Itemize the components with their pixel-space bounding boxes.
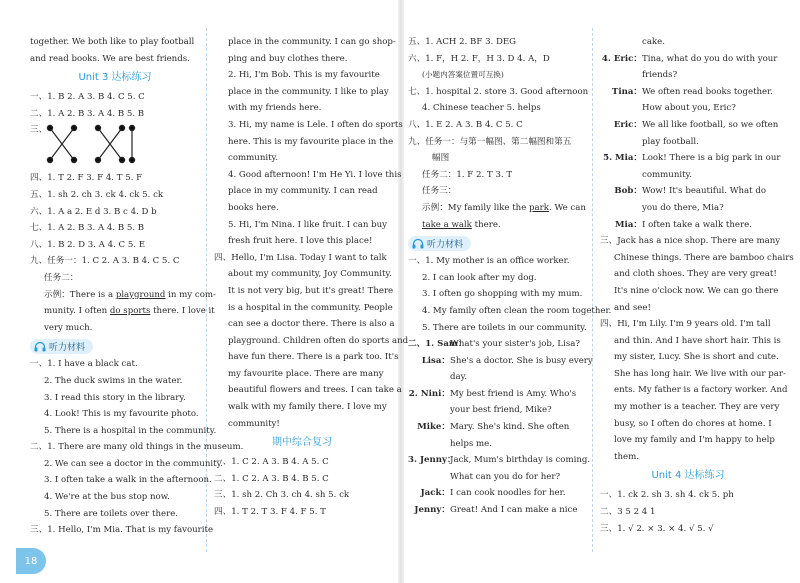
text-line: 5. Hi, I'm Nina. I like fruit. I can buy <box>228 219 388 230</box>
dialogue-text: helps me. <box>450 438 492 449</box>
dialogue-line <box>408 452 591 469</box>
dialogue-text: Great! And I can make a nice <box>450 505 578 516</box>
listening-line: 一、1. I have a black cat. <box>30 359 138 370</box>
dialogue-line <box>408 419 584 436</box>
dialogue-text: What can you do for her? <box>450 471 561 482</box>
dialogue-text: Wow! It's beautiful. What do <box>642 186 767 197</box>
speaker-label <box>600 100 642 117</box>
dialogue-line <box>600 200 776 217</box>
speaker-label <box>600 67 642 84</box>
speaker-label: Bob： <box>614 186 642 197</box>
headphones-icon <box>34 341 46 352</box>
dialogue-text: How about you, Eric? <box>642 103 736 114</box>
column-divider <box>592 28 593 552</box>
dialogue-line <box>600 100 776 117</box>
text-line: 3. Hi, my name is Lele. I often do sports <box>228 119 403 130</box>
listening-line: 5. There is a hospital in the community. <box>44 425 217 436</box>
example-line: 示例：There is a playground in my com- <box>44 289 216 300</box>
text-line: and read books. We are best friends. <box>30 53 190 64</box>
dialogue-text: Look! There is a big park in our <box>642 153 781 164</box>
dialogue-text: Jack, Mum's birthday is coming. <box>450 455 591 466</box>
answer-line: 一、1. B 2. A 3. B 4. C 5. C <box>30 92 145 103</box>
text-line: It is not very big, but it's great! There <box>228 285 394 296</box>
answer-line: 八、1. B 2. D 3. A 4. C 5. E <box>30 239 146 250</box>
dialogue-line <box>600 167 776 184</box>
speaker-label <box>600 200 642 217</box>
answer-line: 任务三： <box>422 186 457 197</box>
text-line: my mother is a teacher. They are very <box>614 402 780 413</box>
column-2 <box>214 34 409 521</box>
text-line: with my friends here. <box>228 103 322 114</box>
dialogue-text: She's a doctor. She is busy every <box>450 355 593 366</box>
speaker-label: Lisa： <box>421 355 450 366</box>
dialogue-text: Tina, what do you do with your <box>642 53 778 64</box>
text-line: 四、Hello, I'm Lisa. Today I want to talk <box>214 252 387 263</box>
speaker-label: Tina： <box>611 86 642 97</box>
answer-line: 一、1. C 2. A 3. B 4. A 5. C <box>214 457 329 468</box>
text-line: my favourite place. There are many <box>228 368 384 379</box>
book-gutter <box>398 0 404 583</box>
dialogue-line <box>408 386 584 403</box>
text-line: community! <box>228 418 280 429</box>
speaker-label: 4. Eric： <box>601 53 642 64</box>
answer-line: 九、任务一：与第一幅图、第二幅图和第五 <box>408 136 572 147</box>
text-line: walk with my family there. I love my <box>228 402 387 413</box>
text-line: She has long hair. We live with our par- <box>614 368 786 379</box>
dialogue-text: We often read books together. <box>642 86 774 97</box>
speaker-label: Mia： <box>615 219 642 230</box>
dialogue-line <box>600 117 779 134</box>
speaker-label: 5. Mia： <box>603 153 642 164</box>
text-line: can see a doctor there. There is also a <box>228 319 395 330</box>
answer-note: (小题内答案位置可互换) <box>422 70 504 80</box>
text-line: ents. My father is a factory worker. And <box>614 385 788 396</box>
dialogue-text: your best friend, Mike? <box>450 405 552 416</box>
dialogue-line <box>600 150 781 167</box>
text-line: 4. Good afternoon! I'm He Yi. I love this <box>228 169 402 180</box>
dialogue-line <box>408 369 584 386</box>
dialogue-line <box>408 502 584 519</box>
dialogue-text: Mary. She's kind. She often <box>450 422 570 433</box>
listening-line: 2. The duck swims in the water. <box>44 375 183 386</box>
dialogue-text: friends? <box>642 70 678 81</box>
dialogue-line <box>408 402 584 419</box>
listening-line: 4. Look! This is my favourite photo. <box>44 409 199 420</box>
answer-line: 二、1. C 2. A 3. B 4. B 5. C <box>214 473 329 484</box>
listening-line: 4. We're at the bus stop now. <box>44 492 170 503</box>
section-heading: 期中综合复习 <box>272 437 332 449</box>
answer-line: 八、1. E 2. A 3. B 4. C 5. C <box>408 119 523 130</box>
matching-lines-icon <box>36 122 136 170</box>
dialogue-text: you do there, Mia? <box>642 202 724 213</box>
speaker-label: Jack： <box>420 488 450 499</box>
example-line: take a walk there. <box>422 219 501 230</box>
speaker-label: Mike： <box>417 422 450 433</box>
speaker-label <box>408 369 450 386</box>
dialogue-line <box>408 336 584 353</box>
dialogue-text: I often take a walk there. <box>642 219 752 230</box>
listening-line: 3. I often take a walk in the afternoon. <box>44 475 212 486</box>
column-3 <box>408 34 612 519</box>
text-line: is a hospital in the community. People <box>228 302 393 313</box>
column-1 <box>30 34 244 539</box>
listening-line: 3. I read this story in the library. <box>44 392 186 403</box>
speaker-label: 2. Nini： <box>408 388 450 399</box>
dialogue-text: My best friend is Amy. Who's <box>450 388 577 399</box>
answer-line: 五、1. sh 2. ch 3. ck 4. ck 5. ck <box>30 189 164 200</box>
listening-label: 听力材料 <box>30 336 200 356</box>
answer-line: 二、3 5 2 4 1 <box>600 507 656 518</box>
text-line: fresh fruit here. I love this place! <box>228 236 373 247</box>
answer-line: 任务二：1. F 2. T 3. T <box>422 169 513 180</box>
dialogue-text: play football. <box>642 136 699 147</box>
dialogue-text: What's your sister's job, Lisa? <box>450 339 580 350</box>
listening-line: 2. We can see a doctor in the community. <box>44 458 224 469</box>
text-line: beautiful flowers and trees. I can take a <box>228 385 402 396</box>
text-line: them. <box>614 451 639 462</box>
answer-line: 三、 <box>30 125 48 136</box>
speaker-label <box>408 469 450 486</box>
dialogue-text: community. <box>642 169 693 180</box>
text-line: and thin. And I have short hair. This is <box>614 335 781 346</box>
text-line: community. <box>228 153 279 164</box>
listening-line: 三、1. Hello, I'm Mia. That is my favourite <box>30 525 214 536</box>
dialogue-line <box>408 485 584 502</box>
answer-line: 三、1. sh 2. Ch 3. ch 4. sh 5. ck <box>214 490 350 501</box>
section-heading: Unit 3 达标练习 <box>78 72 152 84</box>
speaker-label: 二、1. Sam： <box>408 339 467 350</box>
listening-line: 一、1. My mother is an office worker. <box>408 256 570 267</box>
text-line: Chinese things. There are bamboo chairs <box>614 252 794 263</box>
listening-line: 4. My family often clean the room together. <box>422 305 612 316</box>
text-line: place in my community. I can read <box>228 186 378 197</box>
text-line: and cloth shoes. They are very great! <box>614 269 777 280</box>
example-line: munity. I often do sports there. I love it <box>44 306 215 317</box>
answer-line: 二、1. A 2. B 3. A 4. B 5. B <box>30 108 145 119</box>
text-line: together. We both like to play football <box>30 37 195 47</box>
text-line: books here. <box>228 202 279 213</box>
text-line: about my community, Joy Community. <box>228 269 392 280</box>
text-line: 2. Hi, I'm Bob. This is my favourite <box>228 70 380 81</box>
example-line: 示例：My family like the park. We can <box>422 202 586 213</box>
text-line: love my family and I'm happy to help <box>614 435 775 446</box>
answer-line: 九、任务一：1. C 2. A 3. B 4. C 5. C <box>30 256 180 267</box>
listening-line: 5. There are toilets over there. <box>44 508 179 519</box>
dialogue-line <box>408 469 584 486</box>
task-label: 任务二： <box>44 272 79 283</box>
speaker-label <box>600 167 642 184</box>
answer-line: 六、1. A a 2. E d 3. B c 4. D b <box>30 206 157 217</box>
text-line: 四、Hi, I'm Lily. I'm 9 years old. I'm tall <box>600 319 771 330</box>
example-line: very much. <box>44 322 93 333</box>
text-line: place in the community. I like to play <box>228 86 389 97</box>
text-line: my sister, Lucy. She is short and cute. <box>614 352 779 363</box>
answer-line: 幅图 <box>432 153 450 164</box>
dialogue-line <box>408 436 584 453</box>
answer-line: 六、1. F，H 2. F，H 3. D 4. A，D <box>408 53 550 64</box>
dialogue-line <box>600 183 776 200</box>
dialogue-line <box>600 51 776 68</box>
listening-line: 二、1. There are many old things in the museum. <box>30 442 244 453</box>
text-line: playground. Children often do sports and <box>228 335 409 346</box>
dialogue-text: I can cook noodles for her. <box>450 488 566 499</box>
text-line: 三、Jack has a nice shop. There are many <box>600 236 781 247</box>
listening-line: 2. I can look after my dog. <box>422 272 537 283</box>
listening-line: 5. There are toilets in our community. <box>422 322 587 333</box>
matching-diagram <box>30 122 200 170</box>
listening-label: 听力材料 <box>408 233 584 253</box>
page-number: 18 <box>16 548 46 574</box>
dialogue-line <box>600 67 776 84</box>
speaker-label <box>408 436 450 453</box>
headphones-icon <box>412 238 424 249</box>
section-heading: Unit 4 达标练习 <box>651 470 725 482</box>
speaker-label <box>600 134 642 151</box>
speaker-label <box>408 402 450 419</box>
dialogue-line <box>600 134 776 151</box>
answer-line: 三、1. √ 2. × 3. × 4. √ 5. √ <box>600 523 714 534</box>
speaker-label: 3. Jenny： <box>408 455 456 466</box>
text-line: ping and buy clothes there. <box>228 53 348 64</box>
speaker-label: Jenny： <box>414 505 450 516</box>
dialogue-text: We all like football, so we often <box>642 119 779 130</box>
dialogue-text: cake. <box>642 37 665 47</box>
answer-line: 七、1. hospital 2. store 3. Good afternoon <box>408 86 589 97</box>
text-line: here. This is my favourite place in the <box>228 136 394 147</box>
text-line: busy, so I often do chores at home. I <box>614 418 772 429</box>
text-line: have fun there. There is a park too. It's <box>228 352 399 363</box>
answer-line: 四、1. T 2. F 3. F 4. T 5. F <box>30 173 143 184</box>
dialogue-text: day. <box>450 372 468 383</box>
listening-line: 3. I often go shopping with my mum. <box>422 289 583 300</box>
answer-line: 四、1. T 2. T 3. F 4. F 5. T <box>214 507 326 518</box>
answer-line: 五、1. ACH 2. BF 3. DEG <box>408 37 517 47</box>
dialogue-line <box>600 84 776 101</box>
dialogue-line <box>408 353 593 370</box>
text-line: and see! <box>614 302 651 313</box>
answer-line: 4. Chinese teacher 5. helps <box>422 103 541 114</box>
dialogue-line <box>600 34 776 51</box>
column-4 <box>600 34 794 537</box>
answer-line: 一、1. ck 2. sh 3. sh 4. ck 5. ph <box>600 490 734 501</box>
text-line: place in the community. I can go shop- <box>228 37 396 47</box>
speaker-label: Eric： <box>613 119 642 130</box>
dialogue-line <box>600 217 776 234</box>
speaker-label <box>600 34 642 51</box>
answer-line: 七、1. A 2. B 3. A 4. B 5. B <box>30 223 145 234</box>
text-line: It's nine o'clock now. We can go there <box>614 285 779 296</box>
